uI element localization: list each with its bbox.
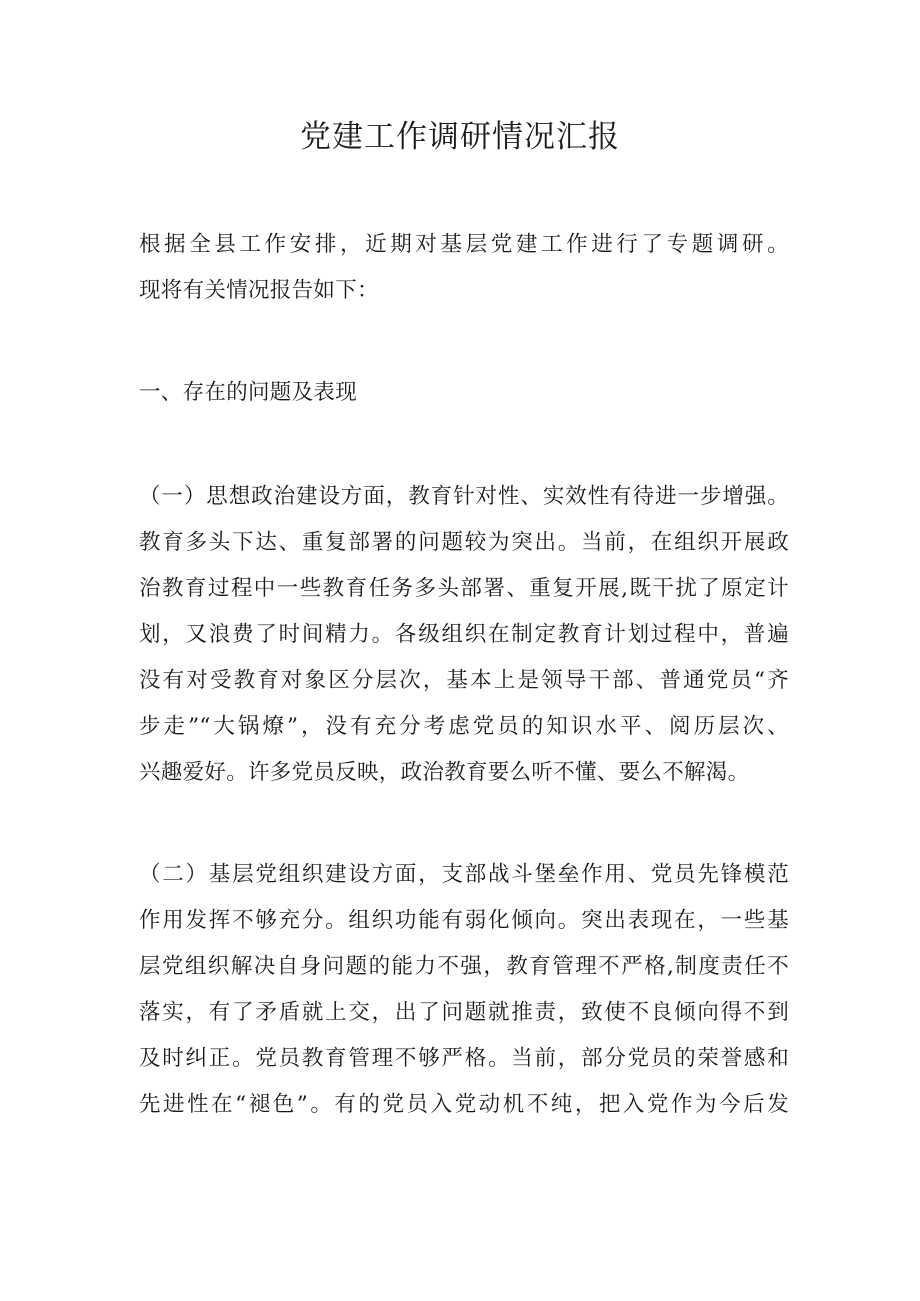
paragraph-line: 先进性在“褪色”。有的党员入党动机不纯，把入党作为今后发	[139, 1092, 789, 1117]
paragraph-line: 步走”“大锅燎”，没有充分考虑党员的知识水平、阅历层次、	[139, 714, 789, 739]
paragraph-line: （二）基层党组织建设方面，支部战斗堡垒作用、党员先锋模范	[139, 862, 789, 887]
document-title: 党建工作调研情况汇报	[300, 119, 620, 155]
paragraph-2	[139, 852, 789, 1128]
intro-paragraph	[139, 222, 789, 314]
paragraph-line: 及时纠正。党员教育管理不够严格。当前，部分党员的荣誉感和	[139, 1046, 789, 1071]
paragraph-line: （一）思想政治建设方面，教育针对性、实效性有待进一步增强。	[139, 484, 789, 509]
paragraph-1	[139, 474, 789, 796]
paragraph-line: 教育多头下达、重复部署的问题较为突出。当前，在组织开展政	[139, 530, 789, 555]
paragraph-line: 层党组织解决自身问题的能力不强，教育管理不严格,制度责任不	[139, 954, 789, 979]
paragraph-line: 作用发挥不够充分。组织功能有弱化倾向。突出表现在，一些基	[139, 908, 789, 933]
section-heading	[139, 370, 789, 416]
paragraph-line: 兴趣爱好。许多党员反映，政治教育要么听不懂、要么不解渴。	[139, 760, 750, 785]
section-heading-text: 一、存在的问题及表现	[139, 380, 358, 405]
paragraph-line: 划，又浪费了时间精力。各级组织在制定教育计划过程中，普遍	[139, 622, 789, 647]
paragraph-line: 治教育过程中一些教育任务多头部署、重复开展,既干扰了原定计	[139, 576, 789, 601]
intro-line: 根据全县工作安排，近期对基层党建工作进行了专题调研。	[139, 232, 789, 257]
intro-line: 现将有关情况报告如下：	[139, 278, 379, 303]
paragraph-line: 落实，有了矛盾就上交，出了问题就推责，致使不良倾向得不到	[139, 1000, 789, 1025]
paragraph-line: 没有对受教育对象区分层次，基本上是领导干部、普通党员“齐	[139, 668, 789, 693]
